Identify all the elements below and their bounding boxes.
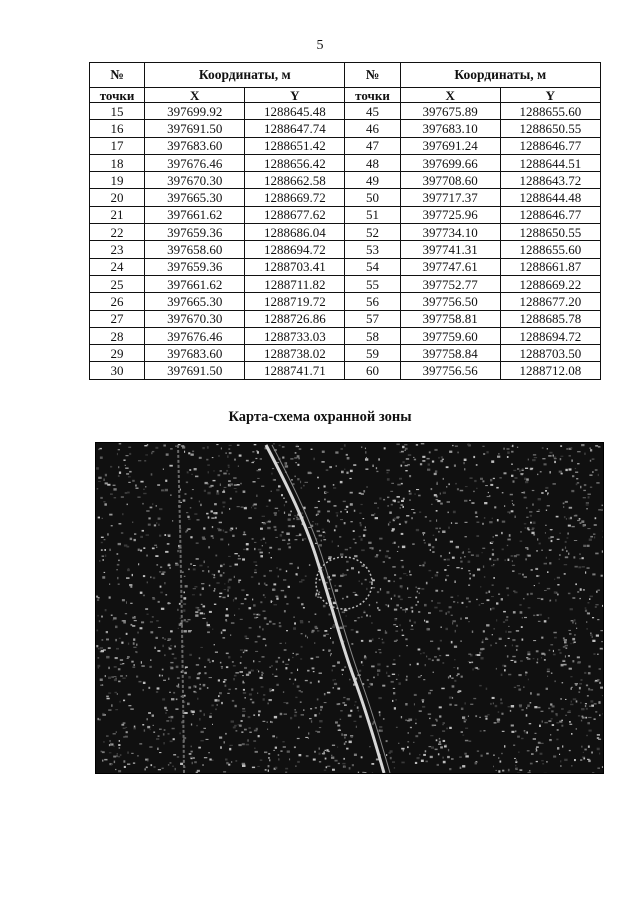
y-column-header: Y xyxy=(500,88,600,103)
table-cell-x2: 397756.56 xyxy=(400,362,500,379)
table-row xyxy=(90,206,601,223)
table-cell-n2: 49 xyxy=(345,172,400,189)
table-cell-y1: 1288711.82 xyxy=(245,275,345,292)
table-cell-y2: 1288694.72 xyxy=(500,327,600,344)
table-cell-x1: 397691.50 xyxy=(145,362,245,379)
table-cell-y1: 1288645.48 xyxy=(245,103,345,120)
table-cell-n1: 18 xyxy=(90,154,145,171)
table-cell-n1: 15 xyxy=(90,103,145,120)
table-cell-y1: 1288669.72 xyxy=(245,189,345,206)
table-row xyxy=(90,258,601,275)
table-cell-n2: 46 xyxy=(345,120,400,137)
table-cell-y1: 1288677.62 xyxy=(245,206,345,223)
table-cell-x1: 397683.60 xyxy=(145,137,245,154)
table-cell-n2: 45 xyxy=(345,103,400,120)
table-cell-y2: 1288655.60 xyxy=(500,241,600,258)
coordinates-header: Координаты, м xyxy=(145,63,345,88)
table-cell-y2: 1288677.20 xyxy=(500,293,600,310)
table-cell-x2: 397756.50 xyxy=(400,293,500,310)
table-cell-x1: 397683.60 xyxy=(145,345,245,362)
table-cell-x2: 397734.10 xyxy=(400,224,500,241)
table-cell-n2: 52 xyxy=(345,224,400,241)
table-cell-n1: 25 xyxy=(90,275,145,292)
table-cell-n1: 17 xyxy=(90,137,145,154)
point-number-header: № xyxy=(345,63,400,88)
table-cell-n1: 27 xyxy=(90,310,145,327)
table-cell-y1: 1288694.72 xyxy=(245,241,345,258)
table-cell-y2: 1288644.48 xyxy=(500,189,600,206)
table-cell-x1: 397665.30 xyxy=(145,293,245,310)
table-cell-x1: 397659.36 xyxy=(145,258,245,275)
table-cell-x2: 397683.10 xyxy=(400,120,500,137)
table-cell-x2: 397759.60 xyxy=(400,327,500,344)
map-title: Карта-схема охранной зоны xyxy=(228,409,412,425)
table-row xyxy=(90,362,601,379)
table-cell-n2: 57 xyxy=(345,310,400,327)
table-row xyxy=(90,103,601,120)
table-cell-n1: 20 xyxy=(90,189,145,206)
table-cell-n1: 21 xyxy=(90,206,145,223)
table-cell-x1: 397665.30 xyxy=(145,189,245,206)
table-cell-x2: 397691.24 xyxy=(400,137,500,154)
table-cell-x2: 397717.37 xyxy=(400,189,500,206)
table-cell-n1: 29 xyxy=(90,345,145,362)
table-row xyxy=(90,310,601,327)
table-cell-x2: 397708.60 xyxy=(400,172,500,189)
table-row xyxy=(90,137,601,154)
table-cell-x1: 397661.62 xyxy=(145,275,245,292)
table-cell-x1: 397670.30 xyxy=(145,310,245,327)
table-cell-n1: 22 xyxy=(90,224,145,241)
map-image xyxy=(96,443,603,773)
coordinates-table xyxy=(89,62,601,380)
table-cell-y1: 1288662.58 xyxy=(245,172,345,189)
table-cell-n2: 54 xyxy=(345,258,400,275)
table-cell-n2: 50 xyxy=(345,189,400,206)
point-label-header: точки xyxy=(345,88,400,103)
table-cell-n2: 47 xyxy=(345,137,400,154)
table-cell-y1: 1288741.71 xyxy=(245,362,345,379)
table-cell-y2: 1288669.22 xyxy=(500,275,600,292)
y-column-header: Y xyxy=(245,88,345,103)
table-cell-n1: 28 xyxy=(90,327,145,344)
table-cell-y2: 1288661.87 xyxy=(500,258,600,275)
table-row xyxy=(90,224,601,241)
table-cell-y1: 1288651.42 xyxy=(245,137,345,154)
table-cell-x2: 397747.61 xyxy=(400,258,500,275)
table-cell-y2: 1288703.50 xyxy=(500,345,600,362)
table-cell-y1: 1288719.72 xyxy=(245,293,345,310)
table-cell-y1: 1288686.04 xyxy=(245,224,345,241)
table-cell-x2: 397758.84 xyxy=(400,345,500,362)
table-cell-y2: 1288712.08 xyxy=(500,362,600,379)
table-cell-n2: 55 xyxy=(345,275,400,292)
table-cell-n1: 24 xyxy=(90,258,145,275)
table-row xyxy=(90,275,601,292)
table-row xyxy=(90,345,601,362)
table-cell-n1: 23 xyxy=(90,241,145,258)
table-cell-y1: 1288726.86 xyxy=(245,310,345,327)
table-cell-x1: 397691.50 xyxy=(145,120,245,137)
table-cell-y1: 1288703.41 xyxy=(245,258,345,275)
table-cell-n2: 58 xyxy=(345,327,400,344)
table-cell-y2: 1288650.55 xyxy=(500,120,600,137)
table-cell-n2: 59 xyxy=(345,345,400,362)
table-cell-y1: 1288647.74 xyxy=(245,120,345,137)
table-cell-y1: 1288733.03 xyxy=(245,327,345,344)
table-row xyxy=(90,241,601,258)
table-cell-y1: 1288656.42 xyxy=(245,154,345,171)
point-label-header: точки xyxy=(90,88,145,103)
table-cell-n2: 56 xyxy=(345,293,400,310)
table-row xyxy=(90,120,601,137)
table-cell-x1: 397676.46 xyxy=(145,154,245,171)
table-cell-n2: 53 xyxy=(345,241,400,258)
table-cell-x1: 397659.36 xyxy=(145,224,245,241)
table-cell-n2: 60 xyxy=(345,362,400,379)
table-row xyxy=(90,293,601,310)
table-cell-y2: 1288685.78 xyxy=(500,310,600,327)
table-cell-n2: 48 xyxy=(345,154,400,171)
coordinates-header: Координаты, м xyxy=(400,63,600,88)
table-row xyxy=(90,154,601,171)
protection-zone-map xyxy=(95,442,604,774)
point-number-header: № xyxy=(90,63,145,88)
table-cell-n1: 30 xyxy=(90,362,145,379)
table-cell-n1: 19 xyxy=(90,172,145,189)
page-number: 5 xyxy=(316,38,324,53)
x-column-header: X xyxy=(145,88,245,103)
table-row xyxy=(90,189,601,206)
x-column-header: X xyxy=(400,88,500,103)
table-cell-x2: 397752.77 xyxy=(400,275,500,292)
table-cell-y2: 1288646.77 xyxy=(500,137,600,154)
table-cell-x1: 397658.60 xyxy=(145,241,245,258)
table-row xyxy=(90,327,601,344)
table-cell-x2: 397699.66 xyxy=(400,154,500,171)
table-cell-x2: 397741.31 xyxy=(400,241,500,258)
table-cell-n1: 16 xyxy=(90,120,145,137)
table-cell-x2: 397725.96 xyxy=(400,206,500,223)
table-cell-x2: 397675.89 xyxy=(400,103,500,120)
table-cell-y2: 1288646.77 xyxy=(500,206,600,223)
table-cell-x1: 397699.92 xyxy=(145,103,245,120)
table-row xyxy=(90,172,601,189)
table-cell-x1: 397676.46 xyxy=(145,327,245,344)
table-cell-x2: 397758.81 xyxy=(400,310,500,327)
coordinates-table-body xyxy=(90,103,601,380)
table-cell-n1: 26 xyxy=(90,293,145,310)
table-cell-x1: 397670.30 xyxy=(145,172,245,189)
table-cell-y2: 1288655.60 xyxy=(500,103,600,120)
table-cell-y1: 1288738.02 xyxy=(245,345,345,362)
table-cell-x1: 397661.62 xyxy=(145,206,245,223)
table-cell-y2: 1288650.55 xyxy=(500,224,600,241)
table-cell-y2: 1288643.72 xyxy=(500,172,600,189)
table-cell-y2: 1288644.51 xyxy=(500,154,600,171)
table-cell-n2: 51 xyxy=(345,206,400,223)
